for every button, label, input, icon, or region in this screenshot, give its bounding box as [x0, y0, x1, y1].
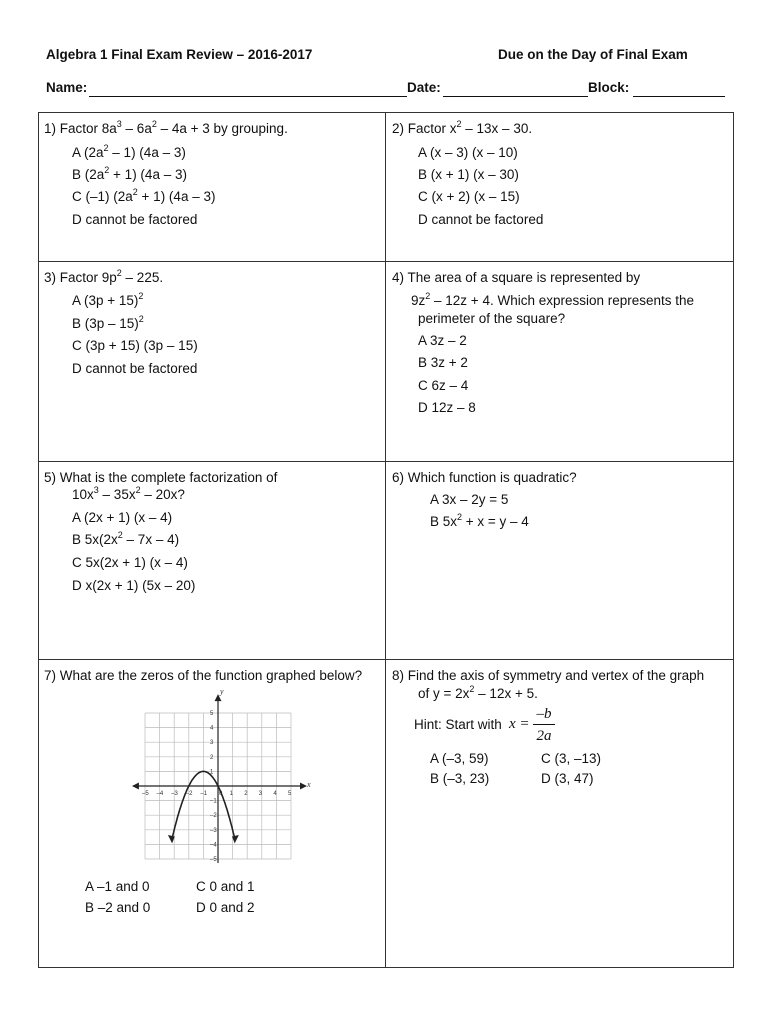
question-1-option-d[interactable]: D cannot be factored — [72, 212, 198, 227]
question-5-option-d[interactable]: D x(2x + 1) (5x – 20) — [72, 578, 196, 593]
question-1-option-a[interactable]: A $(2a^2 - 1)$ (4a – 3) — [72, 143, 186, 160]
x-tick-label: –3 — [171, 791, 178, 797]
question-8-option-a[interactable]: A (–3, 59) — [430, 751, 489, 766]
x-tick-label: 2 — [244, 791, 248, 797]
question-3-option-b[interactable]: B (3p – 15)$^2$ — [72, 314, 144, 331]
y-tick-label: 4 — [210, 725, 214, 732]
block-field[interactable] — [633, 82, 725, 97]
x-axis-label: x — [307, 780, 311, 789]
question-4-option-d[interactable]: D 12z – 8 — [418, 400, 476, 415]
question-1-option-c[interactable]: C (–1) $(2a^2 + 1)$ (4a – 3) — [72, 187, 216, 204]
question-2-option-b[interactable]: B (x + 1) (x – 30) — [418, 167, 519, 182]
y-axis-label: y — [220, 687, 224, 697]
date-field[interactable] — [443, 82, 588, 97]
y-tick-label: 5 — [210, 711, 214, 717]
x-axis-arrow-left — [133, 784, 138, 789]
formula-denominator: 2a — [536, 728, 552, 744]
formula-numerator: –b — [536, 706, 552, 722]
question-5-prompt-line-1: 5) What is the complete factorization of — [44, 470, 278, 485]
x-axis-arrow — [301, 784, 306, 789]
y-tick-label: –5 — [210, 857, 217, 863]
x-tick-label: –2 — [185, 791, 193, 797]
question-7-option-d[interactable]: D 0 and 2 — [196, 900, 255, 915]
question-3-option-c[interactable]: C (3p + 15) (3p – 15) — [72, 338, 198, 353]
column-divider — [385, 112, 386, 968]
formula-fraction-bar — [533, 724, 555, 725]
name-field[interactable] — [89, 82, 407, 97]
y-tick-label: –1 — [210, 798, 217, 805]
parabola-graph — [130, 683, 320, 863]
row-divider-1 — [38, 261, 734, 262]
row-divider-2 — [38, 461, 734, 462]
question-3-option-a[interactable]: A $(3p + 15)^2$ — [72, 291, 144, 308]
question-3-option-d[interactable]: D cannot be factored — [72, 361, 198, 376]
question-7-option-b[interactable]: B –2 and 0 — [85, 900, 151, 915]
y-tick-label: –3 — [210, 827, 217, 834]
y-axis-arrow — [216, 695, 221, 700]
question-3-prompt: 3) Factor $9p^2 - 225$. — [44, 268, 164, 285]
x-tick-label: 0 — [219, 791, 223, 797]
date-label: Date: — [407, 80, 441, 95]
question-1-option-b[interactable]: B $(2a^2 + 1)$ (4a – 3) — [72, 165, 187, 182]
block-label: Block: — [588, 80, 630, 95]
question-7-prompt: 7) What are the zeros of the function graphed below? — [44, 668, 363, 683]
question-8-prompt-line-2: of $y = 2x^2 - 12x + 5$. — [418, 684, 538, 701]
exam-title: Algebra 1 Final Exam Review – 2016-2017 — [46, 47, 313, 62]
question-1-prompt: 1) Factor $8a^3 - 6a^2 - 4a + 3$ by grouping. — [44, 119, 288, 136]
y-tick-label: 3 — [210, 740, 214, 747]
question-8-option-b[interactable]: B (–3, 23) — [430, 771, 490, 786]
x-tick-label: –4 — [156, 791, 164, 797]
question-4-prompt-line-3: perimeter of the square? — [418, 311, 566, 326]
y-tick-label: 2 — [210, 754, 214, 761]
question-4-option-b[interactable]: B 3z + 2 — [418, 355, 468, 370]
y-tick-label: 1 — [210, 769, 214, 776]
question-5-option-a[interactable]: A (2x + 1) (x – 4) — [72, 510, 173, 525]
question-7-option-a[interactable]: A –1 and 0 — [85, 879, 150, 894]
question-6-option-b[interactable]: B $5x^2 + x = y - 4$ — [430, 512, 529, 529]
question-8-hint-label: Hint: Start with — [414, 717, 502, 732]
question-5-option-c[interactable]: C 5x(2x + 1) (x – 4) — [72, 555, 188, 570]
question-4-option-a[interactable]: A 3z – 2 — [418, 333, 467, 348]
due-date-note: Due on the Day of Final Exam — [498, 47, 688, 62]
question-4-prompt-line-2: $9z^2 - 12z + 4$. Which expression represents the — [411, 291, 695, 308]
question-2-prompt: 2) Factor $x^2 - 13x - 30$. — [392, 119, 533, 136]
question-2-option-a[interactable]: A (x – 3) (x – 10) — [418, 145, 518, 160]
y-tick-label: –4 — [210, 842, 217, 849]
question-4-option-c[interactable]: C 6z – 4 — [418, 378, 469, 393]
question-4-prompt-line-1: 4) The area of a square is represented by — [392, 270, 641, 285]
y-tick-label: –2 — [210, 813, 217, 820]
x-tick-label: 1 — [229, 791, 233, 797]
x-tick-label: 4 — [273, 791, 277, 797]
x-tick-label: –5 — [142, 791, 149, 797]
question-6-prompt: 6) Which function is quadratic? — [392, 470, 577, 485]
question-7-option-c[interactable]: C 0 and 1 — [196, 879, 255, 894]
question-2-option-c[interactable]: C (x + 2) (x – 15) — [418, 189, 520, 204]
name-label: Name: — [46, 80, 88, 95]
question-8-option-d[interactable]: D (3, 47) — [541, 771, 594, 786]
x-tick-label: 3 — [258, 791, 263, 797]
question-5-prompt-line-2: $10x^3 - 35x^2 - 20x$? — [72, 485, 185, 502]
row-divider-3 — [38, 659, 734, 660]
question-5-option-b[interactable]: B $5x(2x^2 - 7x - 4)$ — [72, 530, 180, 547]
x-tick-label: –1 — [200, 791, 208, 797]
x-tick-label: 5 — [288, 791, 292, 797]
question-6-option-a[interactable]: A 3x – 2y = 5 — [430, 492, 509, 507]
formula-lhs: x = — [509, 716, 530, 732]
question-2-option-d[interactable]: D cannot be factored — [418, 212, 544, 227]
question-8-prompt-line-1: 8) Find the axis of symmetry and vertex of the graph — [392, 668, 705, 683]
question-8-option-c[interactable]: C (3, –13) — [541, 751, 602, 766]
